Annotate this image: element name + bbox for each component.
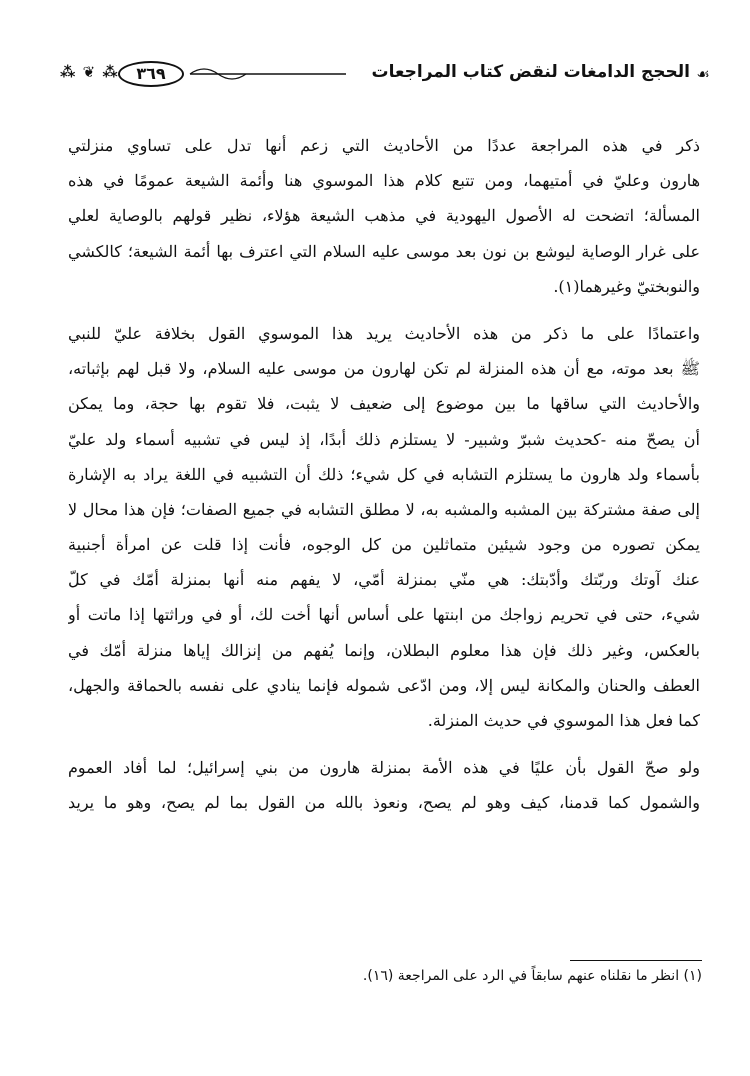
footnote-separator: [570, 960, 702, 961]
right-ornament-icon: ☙: [696, 65, 710, 83]
text-line: بالعكس، وغير ذلك فإن هذا معلوم البطلان، وإنما يُفهم من إنزالك إياها منزلة أمّك في: [68, 640, 700, 660]
text-line: على غرار الوصاية ليوشع بن نون بعد موسى عليه السلام التي اعترف بها أئمة الشيعة؛ كالكشي: [68, 241, 700, 261]
text-line: العطف والحنان والمكانة ليس إلا، ومن ادّعى شموله فإنما ينادي على نفسه بالحماقة والجهل،: [68, 675, 700, 695]
text-line: والأحاديث التي ساقها ما بين موضوع إلى ضعيف لا يثبت، فلا تقوم بها حجة، وما يمكن: [68, 394, 700, 414]
body-text: [68, 128, 700, 821]
text-line: والشمول كما قدمنا، كيف وهو لم يصح، ونعوذ بالله من القول بما لم يصح، وهو ما يريد: [68, 793, 700, 813]
paragraph: [68, 128, 700, 304]
text-line: واعتمادًا على ما ذكر من هذه الأحاديث يريد هذا الموسوي القول بخلافة عليّ للنبي: [68, 323, 700, 343]
text-line: ولو صحّ القول بأن عليًا في هذه الأمة بمنزلة هارون من بني إسرائيل؛ لما أفاد العموم: [68, 758, 700, 778]
text-line: ذكر في هذه المراجعة عددًا من الأحاديث التي زعم أنها تدل على تساوي منزلتي: [68, 136, 700, 155]
running-head: [60, 52, 710, 96]
text-line: ﷺ بعد موته، مع أن هذه المنزلة لم تكن لهارون من موسى عليه السلام، ولا قبل لهم بإثباته،: [68, 359, 700, 379]
footnote: (١) انظر ما نقلناه عنهم سابقاً في الرد على المراجعة (١٦).: [362, 968, 702, 984]
text-line: المسألة؛ اتضحت له الأصول اليهودية في مذهب الشيعة هؤلاء، نظير قولهم بالوصاية لعلي: [68, 206, 700, 226]
paragraph: [68, 316, 700, 738]
text-line: أن يصحّ منه -كحديث شبرّ وشبير- لا يستلزم ذلك أبدًا، إذ ليس في تشبيه أسماء ولد عليّ: [68, 429, 700, 449]
text-line: بأسماء ولد هارون ما يستلزم التشابه في كل شيء؛ ذلك أن التشبيه في اللغة يراد به الإشارة: [68, 464, 700, 484]
text-line: عنك آوتك وربّتك وأدّبتك: هي منّي بمنزلة أمّي، لا يفهم منه أنها بمنزلة أمّك في كلّ: [68, 570, 700, 590]
page-header-title: الحجج الدامغات لنقض كتاب المراجعات: [371, 62, 690, 82]
page-number: ٣٦٩: [118, 61, 184, 87]
text-line: كما فعل هذا الموسوي في حديث المنزلة.: [427, 711, 700, 730]
text-line: والنوبختيّ وغيرهما(١).: [553, 276, 700, 296]
text-line: إلى صفة مشتركة بين المشبه والمشبه به، لا مطلق التشابه في جميع الصفات؛ فإن هذا محال لا: [68, 499, 700, 519]
left-ornament-icon: ⁂ ❦ ⁂: [60, 63, 119, 81]
text-line: هارون وعليّ في أمتيهما، ومن تتبع كلام هذا الموسوي هنا وأئمة الشيعة عمومًا في هذه: [68, 171, 700, 191]
text-line: شيء، حتى في تحريم زواجك من ابنتها على أساس أنها أخت لك، أو في وراثتها إذا ماتت أو: [68, 605, 700, 625]
paragraph: [68, 750, 700, 820]
text-line: يمكن تصوره من وجود شيئين متماثلين من كل الوجوه، فأنت إذا قلت عن امرأة أجنبية: [68, 535, 700, 555]
